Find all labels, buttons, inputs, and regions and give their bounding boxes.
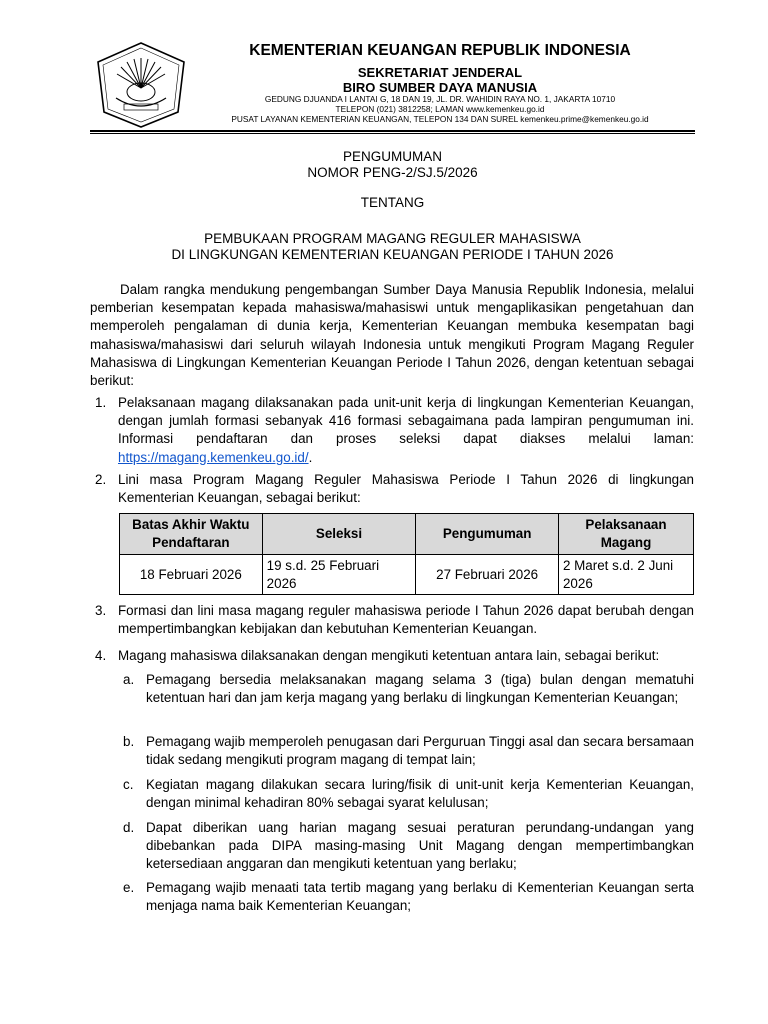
list-item <box>90 602 694 638</box>
sub-item-text: Pemagang wajib menaati tata tertib magang yang berlaku di Kementerian Keuangan serta menjaga nama baik Kementerian Keuangan; <box>146 880 694 914</box>
item-text: Formasi dan lini masa magang reguler mahasiswa periode I Tahun 2026 dapat berubah dengan mempertimbangkan kebijakan dan kebutuhan Kementerian Keuangan. <box>118 603 694 637</box>
item-text: Magang mahasiswa dilaksanakan dengan mengikuti ketentuan antara lain, sebagai berikut: <box>118 648 660 663</box>
item-number: 2. <box>95 472 107 487</box>
sub-item-text: Pemagang bersedia melaksanakan magang selama 3 (tiga) bulan dengan mematuhi ketentuan hari dan jam kerja magang yang berlaku di lingkungan Kementerian Keuangan; <box>146 672 694 706</box>
cell-registration-deadline: 18 Februari 2026 <box>120 555 263 595</box>
header-registration-deadline: Batas Akhir Waktu Pendaftaran <box>120 514 263 555</box>
subject-line-2: DI LINGKUNGAN KEMENTERIAN KEUANGAN PERIODE I TAHUN 2026 <box>171 247 614 262</box>
bureau-name: BIRO SUMBER DAYA MANUSIA <box>342 80 538 95</box>
about-label: TENTANG <box>360 195 425 210</box>
cell-selection: 19 s.d. 25 Februari 2026 <box>262 555 416 595</box>
table-row <box>120 555 694 595</box>
kemenkeu-emblem-icon <box>94 40 188 130</box>
list-item <box>90 471 694 507</box>
item-text-end: . <box>308 449 313 465</box>
sub-item-text: Dapat diberikan uang harian magang sesuai peraturan perundang-undangan yang dibebankan pada DIPA masing-masing Unit Magang dengan mempertimbangkan ketersediaan anggaran dan mengikuti ketentuan yang berlaku; <box>146 820 694 872</box>
announcement-number: NOMOR PENG-2/SJ.5/2026 <box>307 165 478 180</box>
announcement-heading: PENGUMUMAN <box>342 149 442 164</box>
item-number: 1. <box>95 395 107 410</box>
subject-line-1: PEMBUKAAN PROGRAM MAGANG REGULER MAHASISWA <box>204 231 581 246</box>
sub-list-item <box>118 819 694 874</box>
header-announcement: Pengumuman <box>416 514 559 555</box>
item-text: Pelaksanaan magang dilaksanakan pada unit-unit kerja di lingkungan Kementerian Keuangan, dengan jumlah formasi sebanyak 416 formasi sebagaimana pada lampiran pengumuman ini. Informasi pendaftaran dan proses seleksi dapat diakses melalui laman: <box>118 395 694 447</box>
sub-item-letter: b. <box>123 734 135 749</box>
cell-implementation: 2 Maret s.d. 2 Juni 2026 <box>558 555 693 595</box>
letterhead-rule-thick <box>90 130 695 132</box>
header-selection: Seleksi <box>262 514 416 555</box>
registration-link[interactable]: https://magang.kemenkeu.go.id/ <box>118 449 309 465</box>
header-implementation: Pelaksanaan Magang <box>558 514 693 555</box>
sub-item-text: Pemagang wajib memperoleh penugasan dari Perguruan Tinggi asal dan secara bersamaan tidak sedang mengikuti program magang di tempat lain; <box>146 734 694 768</box>
timeline-table <box>119 513 694 595</box>
sub-item-letter: c. <box>123 777 134 792</box>
intro-paragraph: Dalam rangka mendukung pengembangan Sumber Daya Manusia Republik Indonesia, melalui pemberian kesempatan kepada mahasiswa/mahasiswi untuk mengaplikasikan pengetahuan dan memperoleh pengalaman di dunia kerja, Kementerian Keuangan membuka kesempatan bagi mahasiswa/mahasiswi dari seluruh wilayah Indonesia untuk mengikuti Program Magang Reguler Mahasiswa di Lingkungan Kementerian Keuangan Periode I Tahun 2026, dengan ketentuan sebagai berikut: <box>90 282 694 389</box>
letterhead-rule-thin <box>90 133 695 134</box>
sub-list-item <box>118 671 694 707</box>
list-item <box>90 647 694 665</box>
sub-item-letter: d. <box>123 820 135 835</box>
sub-item-letter: a. <box>123 672 135 687</box>
address-line: GEDUNG DJUANDA I LANTAI G, 18 DAN 19, JL. DR. WAHIDIN RAYA NO. 1, JAKARTA 10710 <box>264 94 616 104</box>
sub-list-item <box>118 733 694 769</box>
list-item <box>90 394 694 467</box>
sub-item-text: Kegiatan magang dilakukan secara luring/fisik di unit-unit kerja Kementerian Keuangan, dengan minimal kehadiran 80% sebagai syarat kelulusan; <box>146 777 694 811</box>
phone-line: TELEPON (021) 3812258; LAMAN www.kemenkeu.go.id <box>335 104 545 114</box>
item-number: 4. <box>95 648 107 663</box>
service-line: PUSAT LAYANAN KEMENTERIAN KEUANGAN, TELEPON 134 DAN SUREL kemenkeu.prime@kemenkeu.go.id <box>231 114 649 124</box>
item-text: Lini masa Program Magang Reguler Mahasiswa Periode I Tahun 2026 di lingkungan Kementerian Keuangan, sebagai berikut: <box>118 472 694 506</box>
table-header-row <box>120 514 694 555</box>
sub-list-item <box>118 879 694 915</box>
secretariat-name: SEKRETARIAT JENDERAL <box>357 65 523 80</box>
item-number: 3. <box>95 603 107 618</box>
sub-item-letter: e. <box>123 880 135 895</box>
ministry-name: KEMENTERIAN KEUANGAN REPUBLIK INDONESIA <box>249 42 631 59</box>
sub-list-item <box>118 776 694 812</box>
cell-announcement: 27 Februari 2026 <box>416 555 559 595</box>
